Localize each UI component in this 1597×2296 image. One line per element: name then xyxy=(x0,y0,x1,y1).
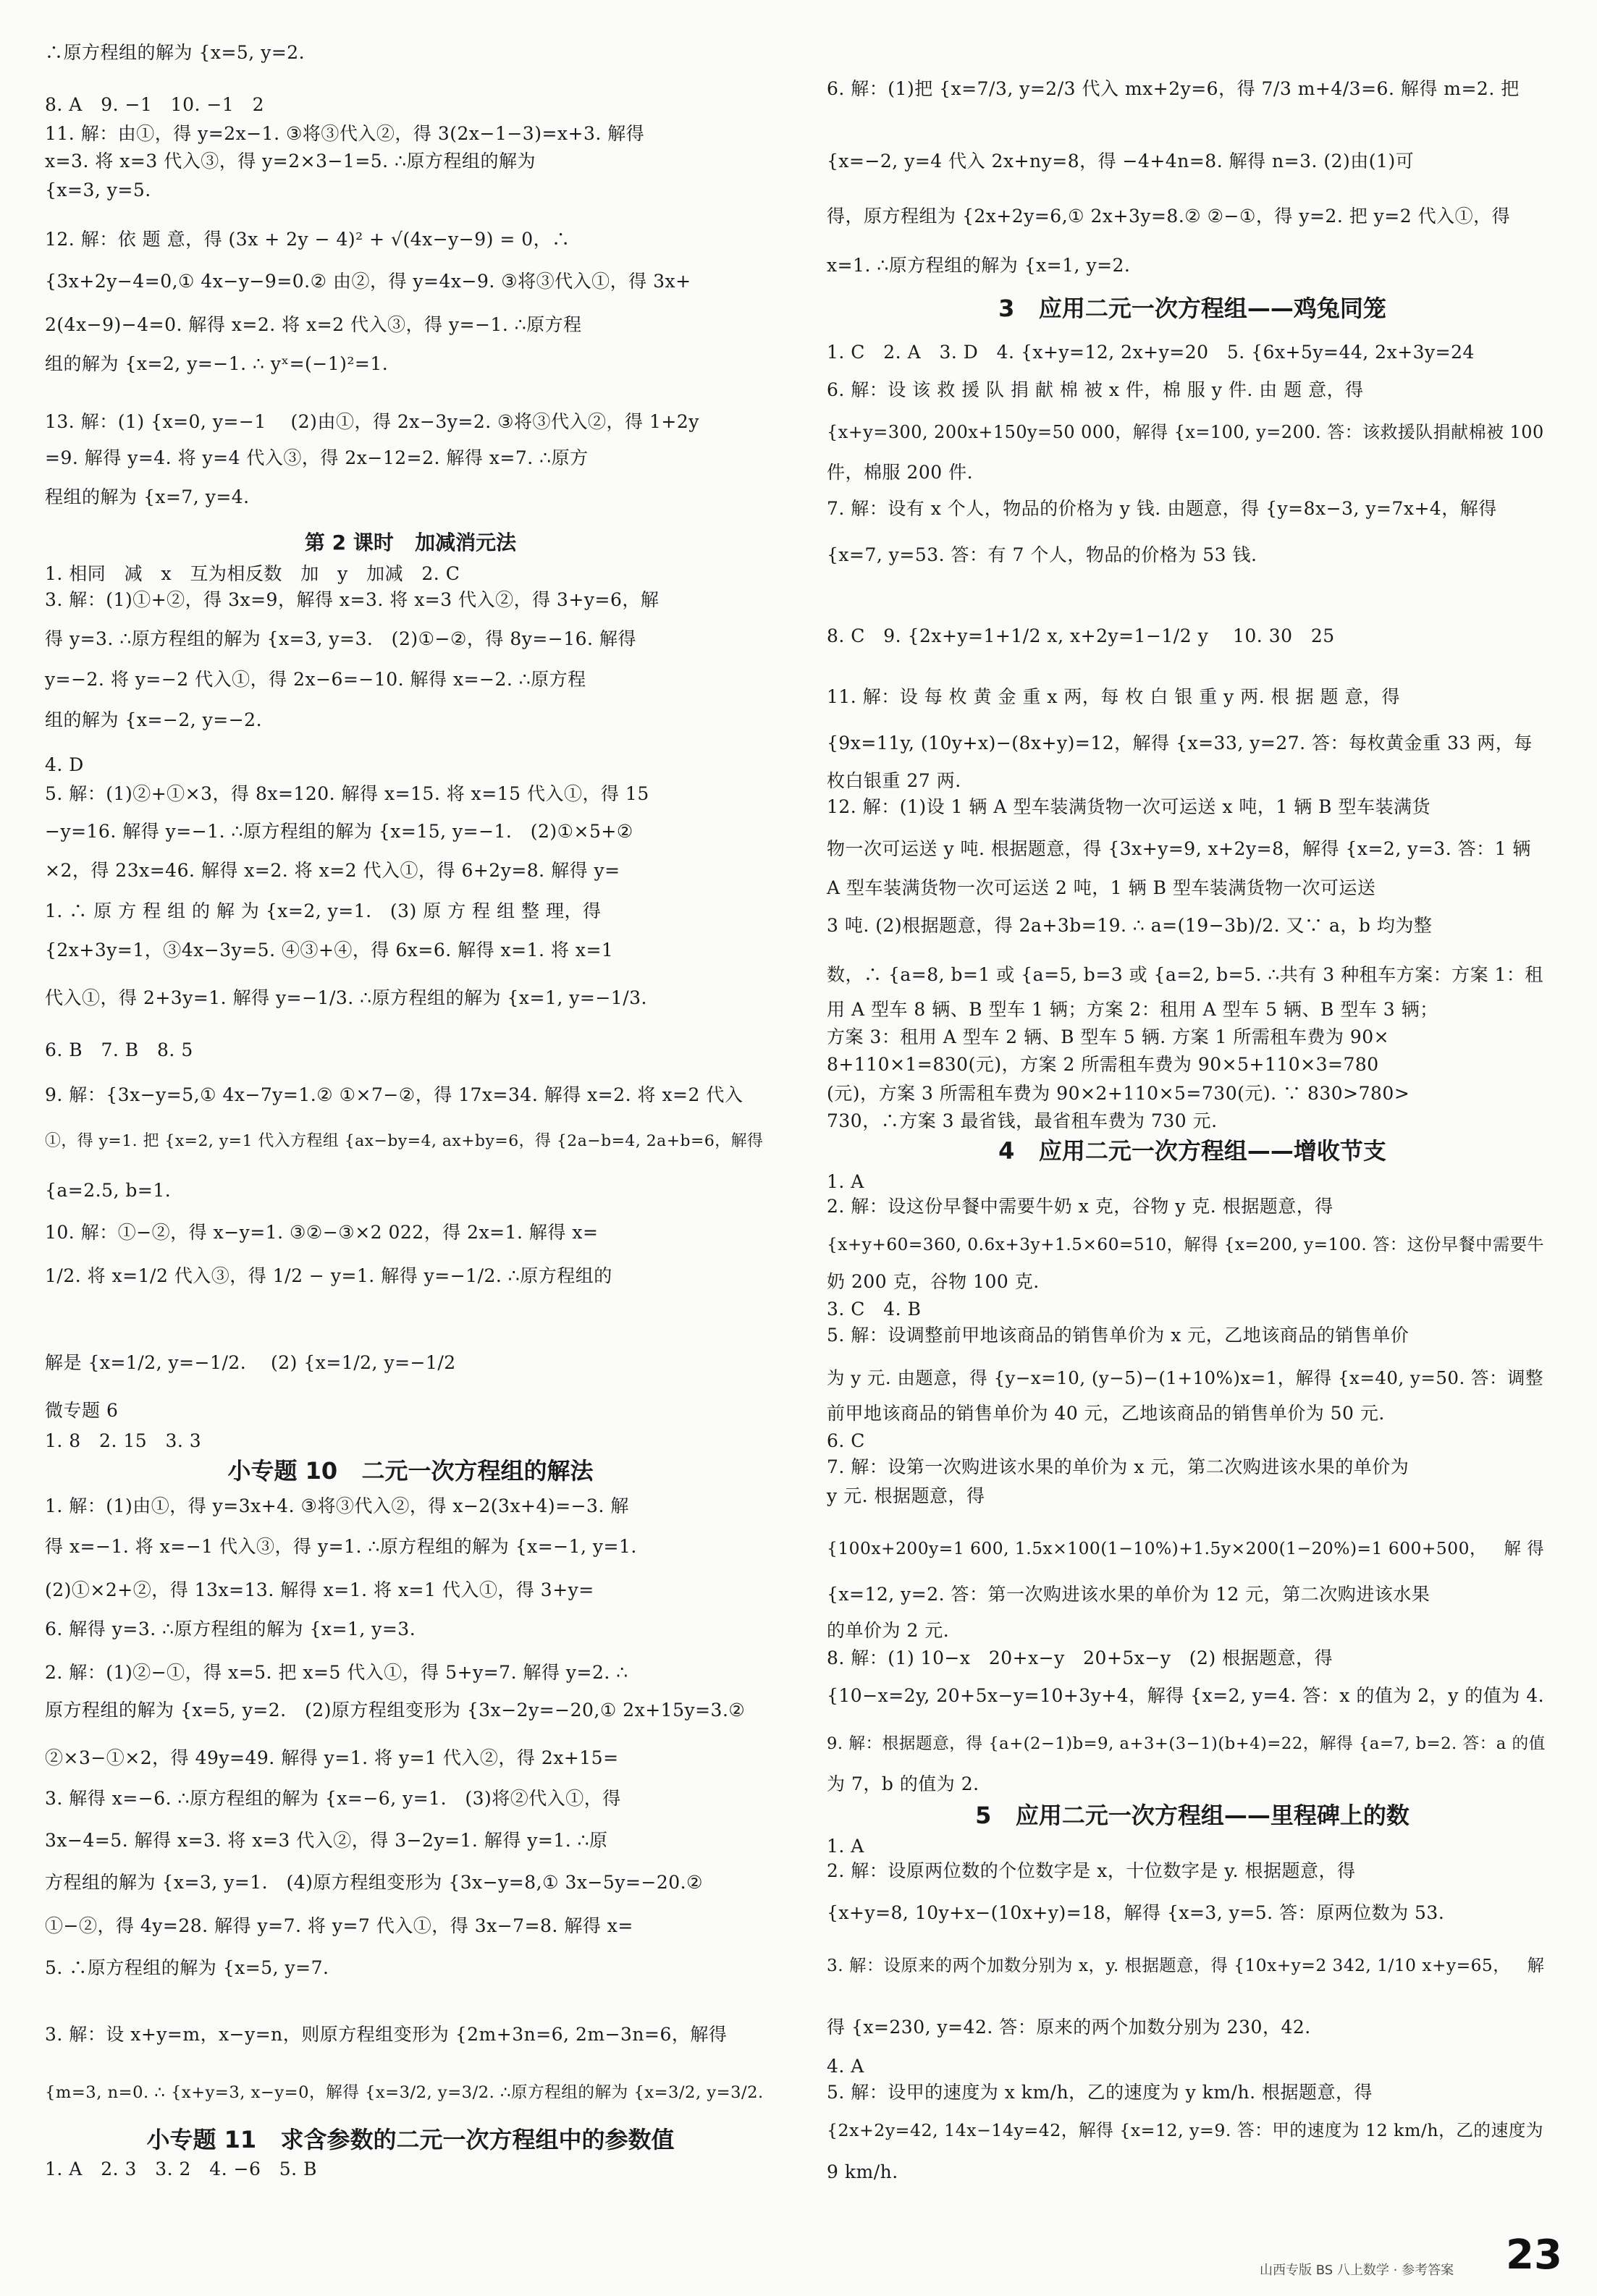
text-line: 7. 解：设有 x 个人，物品的价格为 y 钱. 由题意，得 {y=8x−3, y=7x+4，解得 xyxy=(827,498,1497,519)
text-line: 3. 解得 x=−6. ∴原方程组的解为 {x=−6, y=1. (3)将②代入①，得 xyxy=(45,1788,621,1809)
text-line: −y=16. 解得 y=−1. ∴原方程组的解为 {x=15, y=−1. (2)①×5+② xyxy=(45,821,633,842)
text-line: 2. 解：设这份早餐中需要牛奶 x 克，谷物 y 克. 根据题意，得 xyxy=(827,1196,1333,1217)
text-line: 枚白银重 27 两. xyxy=(827,770,961,791)
text-line: ∴原方程组的解为 {x=5, y=2. xyxy=(45,42,306,63)
text-line: 6. 解：(1)把 {x=7/3, y=2/3 代入 mx+2y=6，得 7/3 m+4/3=6. 解得 m=2. 把 xyxy=(827,78,1520,99)
text-line: {9x=11y, (10y+x)−(8x+y)=12，解得 {x=33, y=27. 答：每枚黄金重 33 两，每 xyxy=(827,733,1533,754)
text-line: x=3. 将 x=3 代入③，得 y=2×3−1=5. ∴原方程组的解为 xyxy=(45,151,536,172)
text-line: 组的解为 {x=2, y=−1. ∴ yˣ=(−1)²=1. xyxy=(45,353,389,374)
text-line: 6. B 7. B 8. 5 xyxy=(45,1039,193,1060)
text-line: {m=3, n=0. ∴ {x+y=3, x−y=0，解得 {x=3/2, y=3/2. ∴原方程组的解为 {x=3/2, y=3/2. xyxy=(45,2083,764,2102)
footer-caption: 山西专版 BS 八上数学 · 参考答案 xyxy=(1260,2263,1454,2278)
text-line: 4. A xyxy=(827,2056,864,2077)
text-line: 9 km/h. xyxy=(827,2161,898,2182)
text-line: 程组的解为 {x=7, y=4. xyxy=(45,486,250,507)
text-line: x=1. ∴原方程组的解为 {x=1, y=2. xyxy=(827,255,1131,276)
text-line: 12. 解：(1)设 1 辆 A 型车装满货物一次可运送 x 吨，1 辆 B 型车装满货 xyxy=(827,796,1430,817)
text-line: 微专题 6 xyxy=(45,1400,119,1421)
text-line: 数，∴ {a=8, b=1 或 {a=5, b=3 或 {a=2, b=5. ∴共有 3 种租车方案：方案 1：租 xyxy=(827,964,1543,985)
text-line: {3x+2y−4=0,① 4x−y−9=0.② 由②，得 y=4x−9. ③将③代入①，得 3x+ xyxy=(45,271,691,292)
text-line: 3. 解：(1)①+②，得 3x=9，解得 x=3. 将 x=3 代入②，得 3+y=6，解 xyxy=(45,589,660,610)
text-line: 11. 解：由①，得 y=2x−1. ③将③代入②，得 3(2x−1−3)=x+3. 解得 xyxy=(45,123,645,144)
text-line: 1. 解：(1)由①，得 y=3x+4. ③将③代入②，得 x−2(3x+4)=−3. 解 xyxy=(45,1495,629,1516)
text-line: 件，棉服 200 件. xyxy=(827,462,974,483)
text-line: y 元. 根据题意，得 xyxy=(827,1485,985,1506)
text-line: 6. 解得 y=3. ∴原方程组的解为 {x=1, y=3. xyxy=(45,1618,416,1639)
text-line: 1. A 2. 3 3. 2 4. −6 5. B xyxy=(45,2158,317,2179)
text-line: {x=3, y=5. xyxy=(45,180,151,201)
section-heading: 4 应用二元一次方程组——增收节支 xyxy=(998,1137,1386,1165)
text-line: 代入①，得 2+3y=1. 解得 y=−1/3. ∴原方程组的解为 {x=1, y=−1/3. xyxy=(45,987,647,1008)
text-line: {x=7, y=53. 答：有 7 个人，物品的价格为 53 钱. xyxy=(827,544,1257,565)
text-line: 前甲地该商品的销售单价为 40 元，乙地该商品的销售单价为 50 元. xyxy=(827,1403,1385,1424)
text-line: ×2，得 23x=46. 解得 x=2. 将 x=2 代入①，得 6+2y=8. 解得 y= xyxy=(45,860,620,881)
text-line: 方案 3：租用 A 型车 2 辆、B 型车 5 辆. 方案 1 所需租车费为 90× xyxy=(827,1026,1390,1047)
text-line: {2x+2y=42, 14x−14y=42，解得 {x=12, y=9. 答：甲的速度为 12 km/h，乙的速度为 xyxy=(827,2120,1544,2140)
text-line: 8. C 9. {2x+y=1+1/2 x, x+2y=1−1/2 y 10. 30 25 xyxy=(827,625,1335,646)
text-line: 得 x=−1. 将 x=−1 代入③，得 y=1. ∴原方程组的解为 {x=−1, y=1. xyxy=(45,1536,637,1557)
text-line: ①，得 y=1. 把 {x=2, y=1 代入方程组 {ax−by=4, ax+by=6，得 {2a−b=4, 2a+b=6，解得 xyxy=(45,1132,764,1150)
text-line: 8+110×1=830(元)，方案 2 所需租车费为 90×5+110×3=780 xyxy=(827,1054,1379,1075)
text-line: ①−②，得 4y=28. 解得 y=7. 将 y=7 代入①，得 3x−7=8. 解得 x= xyxy=(45,1915,633,1936)
section-heading: 第 2 课时 加减消元法 xyxy=(304,531,517,554)
text-line: {2x+3y=1，③4x−3y=5. ④③+④，得 6x=6. 解得 x=1. 将 x=1 xyxy=(45,940,614,961)
text-line: 3. 解：设原来的两个加数分别为 x，y. 根据题意，得 {10x+y=2 342, 1/10 x+y=65， 解 xyxy=(827,1956,1545,1975)
text-line: 9. 解：{3x−y=5,① 4x−7y=1.② ①×7−②，得 17x=34. 解得 x=2. 将 x=2 代入 xyxy=(45,1084,743,1105)
text-line: 11. 解：设 每 枚 黄 金 重 x 两，每 枚 白 银 重 y 两. 根 据 题 意，得 xyxy=(827,686,1400,707)
text-line: 3 吨. (2)根据题意，得 2a+3b=19. ∴ a=(19−3b)/2. 又∵ a，b 均为整 xyxy=(827,915,1433,936)
text-line: 奶 200 克，谷物 100 克. xyxy=(827,1271,1040,1292)
text-line: 730，∴方案 3 最省钱，最省租车费为 730 元. xyxy=(827,1110,1218,1131)
text-line: 方程组的解为 {x=3, y=1. (4)原方程组变形为 {3x−y=8,① 3x−5y=−20.② xyxy=(45,1872,704,1893)
text-line: {x+y+60=360, 0.6x+3y+1.5×60=510，解得 {x=200, y=100. 答：这份早餐中需要牛 xyxy=(827,1235,1545,1254)
page-number: 23 xyxy=(1506,2232,1562,2279)
text-line: 1. A xyxy=(827,1171,864,1192)
text-line: 9. 解：根据题意，得 {a+(2−1)b=9, a+3+(3−1)(b+4)=22，解得 {a=7, b=2. 答：a 的值 xyxy=(827,1734,1546,1753)
text-line: 1. ∴ 原 方 程 组 的 解 为 {x=2, y=1. (3) 原 方 程 组 整 理，得 xyxy=(45,900,602,921)
text-line: 8. 解：(1) 10−x 20+x−y 20+5x−y (2) 根据题意，得 xyxy=(827,1647,1333,1668)
text-line: {100x+200y=1 600, 1.5x×100(1−10%)+1.5y×200(1−20%)=1 600+500， 解 得 xyxy=(827,1538,1545,1558)
text-line: 用 A 型车 8 辆、B 型车 1 辆；方案 2：租用 A 型车 5 辆、B 型车 3 辆； xyxy=(827,999,1438,1020)
text-line: 1. A xyxy=(827,1836,864,1857)
section-heading: 小专题 11 求含参数的二元一次方程组中的参数值 xyxy=(146,2126,675,2153)
text-line: {a=2.5, b=1. xyxy=(45,1180,172,1201)
section-heading: 5 应用二元一次方程组——里程碑上的数 xyxy=(975,1802,1410,1829)
text-line: 5. 解：设甲的速度为 x km/h，乙的速度为 y km/h. 根据题意，得 xyxy=(827,2082,1373,2103)
text-line: 5. ∴原方程组的解为 {x=5, y=7. xyxy=(45,1957,329,1978)
text-line: 6. 解：设 该 救 援 队 捐 献 棉 被 x 件，棉 服 y 件. 由 题 意，得 xyxy=(827,379,1364,400)
text-line: 得 {x=230, y=42. 答：原来的两个加数分别为 230，42. xyxy=(827,2017,1311,2038)
text-line: {x+y=8, 10y+x−(10x+y)=18，解得 {x=3, y=5. 答：原两位数为 53. xyxy=(827,1902,1445,1923)
text-line: =9. 解得 y=4. 将 y=4 代入③，得 2x−12=2. 解得 x=7. ∴原方 xyxy=(45,447,589,468)
section-heading: 小专题 10 二元一次方程组的解法 xyxy=(227,1457,594,1485)
text-line: 7. 解：设第一次购进该水果的单价为 x 元，第二次购进该水果的单价为 xyxy=(827,1456,1410,1477)
text-line: 1. 8 2. 15 3. 3 xyxy=(45,1430,202,1451)
text-line: {x=12, y=2. 答：第一次购进该水果的单价为 12 元，第二次购进该水果 xyxy=(827,1584,1430,1605)
text-line: 1/2. 将 x=1/2 代入③，得 1/2 − y=1. 解得 y=−1/2. ∴原方程组的 xyxy=(45,1265,612,1286)
text-line: (元)，方案 3 所需租车费为 90×2+110×5=730(元). ∵ 830>780> xyxy=(827,1083,1410,1104)
text-line: y=−2. 将 y=−2 代入①，得 2x−6=−10. 解得 x=−2. ∴原方程 xyxy=(45,669,586,690)
text-line: 1. C 2. A 3. D 4. {x+y=12, 2x+y=20 5. {6x+5y=44, 2x+3y=24 xyxy=(827,342,1475,363)
text-line: {x=−2, y=4 代入 2x+ny=8，得 −4+4n=8. 解得 n=3. (2)由(1)可 xyxy=(827,151,1415,172)
text-line: {10−x=2y, 20+5x−y=10+3y+4，解得 {x=2, y=4. 答：x 的值为 2，y 的值为 4. xyxy=(827,1685,1545,1706)
text-line: 3. 解：设 x+y=m，x−y=n，则原方程组变形为 {2m+3n=6, 2m−3n=6，解得 xyxy=(45,2024,728,2045)
text-line: 组的解为 {x=−2, y=−2. xyxy=(45,709,263,730)
text-line: 3. C 4. B xyxy=(827,1299,922,1320)
text-line: 得，原方程组为 {2x+2y=6,① 2x+3y=8.② ②−①，得 y=2. 把 y=2 代入①，得 xyxy=(827,206,1511,227)
text-line: 2(4x−9)−4=0. 解得 x=2. 将 x=2 代入③，得 y=−1. ∴原方程 xyxy=(45,314,582,335)
text-line: {x+y=300, 200x+150y=50 000，解得 {x=100, y=200. 答：该救援队捐献棉被 100 xyxy=(827,422,1544,442)
section-heading: 3 应用二元一次方程组——鸡兔同笼 xyxy=(998,295,1386,322)
text-line: 8. A 9. −1 10. −1 2 xyxy=(45,94,264,115)
text-line: 解是 {x=1/2, y=−1/2. (2) {x=1/2, y=−1/2 xyxy=(45,1352,456,1373)
text-line: 5. 解：设调整前甲地该商品的销售单价为 x 元，乙地该商品的销售单价 xyxy=(827,1325,1410,1346)
text-line: 为 7，b 的值为 2. xyxy=(827,1773,979,1794)
text-line: 2. 解：设原两位数的个位数字是 x，十位数字是 y. 根据题意，得 xyxy=(827,1860,1356,1881)
text-line: ②×3−①×2，得 49y=49. 解得 y=1. 将 y=1 代入②，得 2x+15= xyxy=(45,1747,619,1768)
text-line: 2. 解：(1)②−①，得 x=5. 把 x=5 代入①，得 5+y=7. 解得 y=2. ∴ xyxy=(45,1662,628,1683)
text-line: 为 y 元. 由题意，得 {y−x=10, (y−5)−(1+10%)x=1，解得 {x=40, y=50. 答：调整 xyxy=(827,1367,1543,1388)
text-line: 3x−4=5. 解得 x=3. 将 x=3 代入②，得 3−2y=1. 解得 y=1. ∴原 xyxy=(45,1830,608,1851)
text-line: 6. C xyxy=(827,1430,865,1451)
text-line: 12. 解：依 题 意，得 (3x + 2y − 4)² + √(4x−y−9) = 0，∴ xyxy=(45,229,570,250)
text-line: 得 y=3. ∴原方程组的解为 {x=3, y=3. (2)①−②，得 8y=−16. 解得 xyxy=(45,628,636,649)
text-line: 物一次可运送 y 吨. 根据题意，得 {3x+y=9, x+2y=8，解得 {x=2, y=3. 答：1 辆 xyxy=(827,838,1531,859)
text-line: A 型车装满货物一次可运送 2 吨，1 辆 B 型车装满货物一次可运送 xyxy=(827,877,1376,898)
text-line: 的单价为 2 元. xyxy=(827,1620,950,1641)
text-line: 13. 解：(1) {x=0, y=−1 (2)由①，得 2x−3y=2. ③将③代入②，得 1+2y xyxy=(45,411,699,432)
text-line: (2)①×2+②，得 13x=13. 解得 x=1. 将 x=1 代入①，得 3+y= xyxy=(45,1579,594,1600)
text-line: 5. 解：(1)②+①×3，得 8x=120. 解得 x=15. 将 x=15 代入①，得 15 xyxy=(45,783,649,804)
text-line: 4. D xyxy=(45,754,84,775)
text-line: 1. 相同 减 x 互为相反数 加 y 加减 2. C xyxy=(45,563,460,584)
text-line: 10. 解：①−②，得 x−y=1. ③②−③×2 022，得 2x=1. 解得 x= xyxy=(45,1222,599,1243)
text-line: 原方程组的解为 {x=5, y=2. (2)原方程组变形为 {3x−2y=−20,① 2x+15y=3.② xyxy=(45,1700,746,1721)
